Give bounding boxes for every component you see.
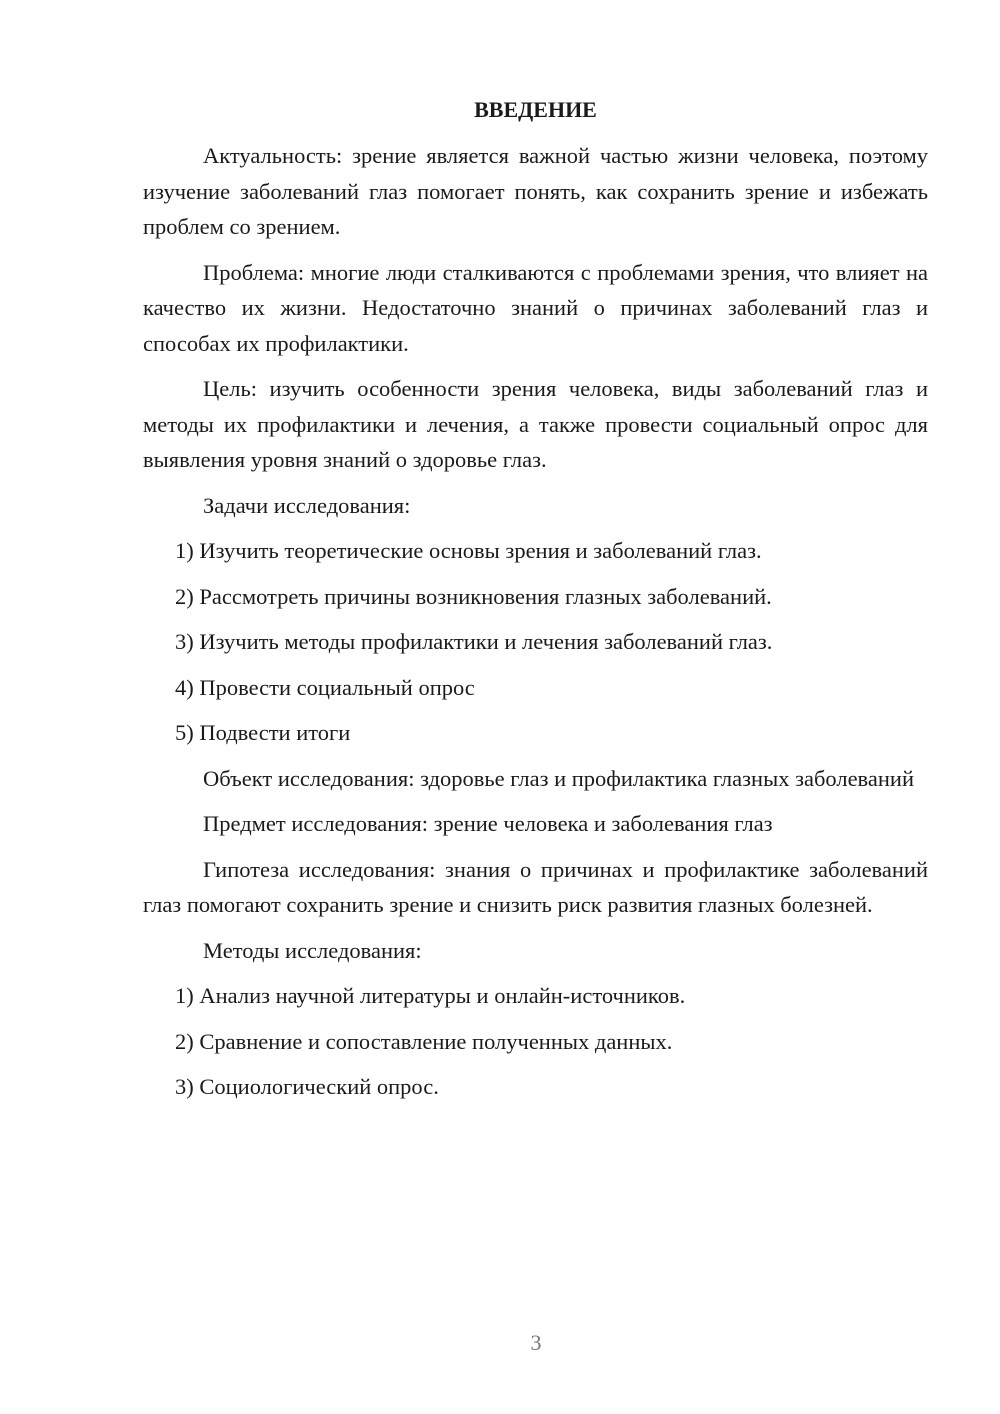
task-item: 3) Изучить методы профилактики и лечения заболеваний глаз. [175, 629, 773, 654]
task-item: 1) Изучить теоретические основы зрения и заболеваний глаз. [175, 538, 762, 563]
method-item: 3) Социологический опрос. [175, 1074, 439, 1099]
tasks-label: Задачи исследования: [203, 492, 411, 518]
relevance-paragraph: Актуальность: зрение является важной частью жизни человека, поэтому изучение заболеваний глаз помогает понять, как сохранить зрение и избежать проблем со зрением. [143, 143, 928, 239]
goal-paragraph: Цель: изучить особенности зрения человека, виды заболеваний глаз и методы их профилактики и лечения, а также провести социальный опрос для выявления уровня знаний о здоровье глаз. [143, 376, 928, 472]
section-title: ВВЕДЕНИЕ [474, 97, 597, 122]
task-item: 4) Провести социальный опрос [175, 674, 475, 700]
task-item: 5) Подвести итоги [175, 720, 351, 745]
hypothesis-paragraph: Гипотеза исследования: знания о причинах и профилактике заболеваний глаз помогают сохранить зрение и снизить риск развития глазных болезней. [143, 856, 928, 917]
object-paragraph: Объект исследования: здоровье глаз и профилактика глазных заболеваний [203, 765, 914, 791]
page-number: 3 [530, 1330, 542, 1355]
methods-list [143, 978, 928, 1105]
task-item: 2) Рассмотреть причины возникновения глазных заболеваний. [175, 583, 772, 609]
subject-paragraph: Предмет исследования: зрение человека и заболевания глаз [203, 811, 773, 836]
method-item: 1) Анализ научной литературы и онлайн-источников. [175, 983, 686, 1008]
method-item: 2) Сравнение и сопоставление полученных данных. [175, 1028, 673, 1054]
methods-label: Методы исследования: [203, 937, 422, 963]
tasks-list [143, 533, 928, 751]
problem-paragraph: Проблема: многие люди сталкиваются с проблемами зрения, что влияет на качество их жизни. Недостаточно знаний о причинах заболеваний глаз и способах их профилактики. [143, 259, 928, 356]
page-content [143, 94, 928, 1115]
